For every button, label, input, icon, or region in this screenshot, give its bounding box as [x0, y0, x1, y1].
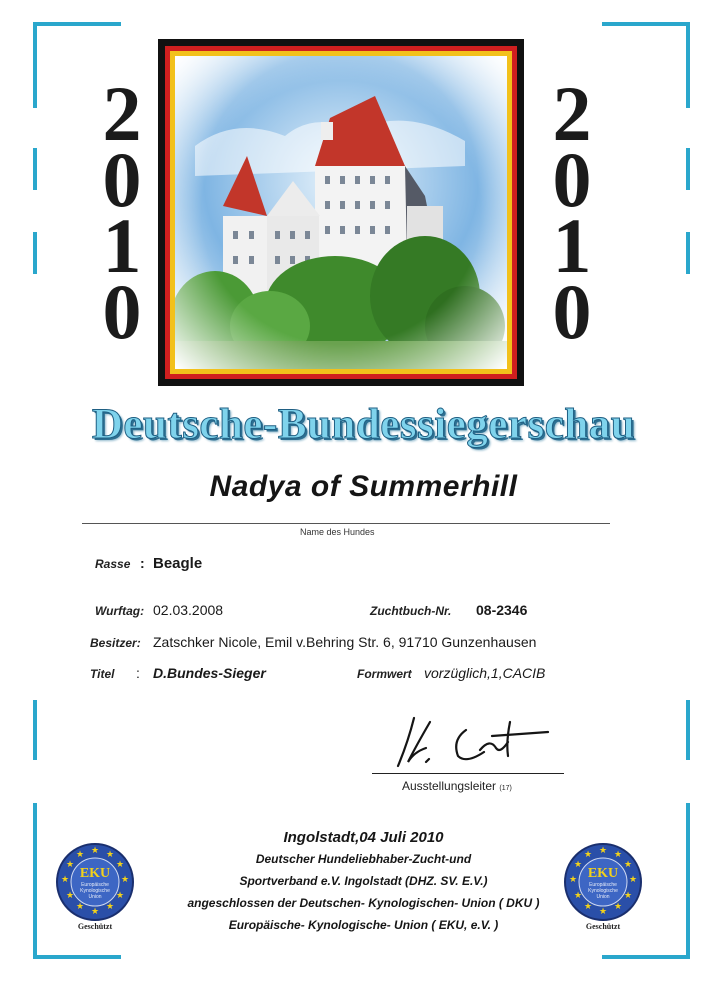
svg-text:★: ★ [623, 891, 633, 901]
formwert-value: vorzüglich,1,CACIB [424, 665, 546, 681]
titel-label: Titel [90, 667, 115, 681]
svg-text:★: ★ [75, 902, 85, 912]
eku-seal-right: ★ ★ ★ ★ ★ ★ ★ ★ ★ ★ ★ ★ EKU Europäische Kynologische Union Geschützt [563, 842, 645, 934]
eku-seal-left: ★ ★ ★ ★ ★ ★ ★ ★ ★ ★ ★ ★ EKU Europäische Kynologische Union Geschützt [55, 842, 137, 934]
dog-name: Nadya of Summerhill [209, 470, 518, 503]
svg-text:★: ★ [90, 846, 100, 856]
rasse-value: Beagle [153, 555, 203, 572]
zuchtbuch-label: Zuchtbuch-Nr. [370, 604, 452, 618]
svg-text:★: ★ [573, 891, 583, 901]
svg-text:★: ★ [115, 860, 125, 870]
svg-text:★: ★ [613, 850, 623, 860]
titel-separator: : [136, 665, 140, 681]
svg-text:★: ★ [65, 891, 75, 901]
rasse-label: Rasse [95, 557, 131, 571]
svg-text:★: ★ [115, 891, 125, 901]
place-date: Ingolstadt,04 Juli 2010 [283, 829, 444, 846]
castle-photo-frame [158, 39, 524, 386]
svg-text:★: ★ [65, 860, 75, 870]
zuchtbuch-value: 08-2346 [476, 602, 528, 618]
signature [380, 712, 560, 772]
svg-text:★: ★ [598, 846, 608, 856]
svg-text:★: ★ [583, 902, 593, 912]
svg-text:★: ★ [120, 875, 130, 885]
rasse-separator: : [140, 555, 145, 571]
event-title: Deutsche-Bundessiegerschau [91, 401, 636, 448]
svg-text:★: ★ [105, 902, 115, 912]
formwert-label: Formwert [357, 667, 412, 681]
year-right: 2 0 1 0 [552, 70, 592, 355]
year-left: 2 0 1 0 [102, 70, 142, 355]
club-line-3: angeschlossen der Deutschen- Kynologischen- Union ( DKU ) [187, 896, 540, 910]
castle-photo [175, 56, 507, 369]
dog-name-caption: Name des Hundes [300, 527, 375, 537]
club-line-2: Sportverband e.V. Ingolstadt (DHZ. SV. E.V.) [239, 874, 488, 888]
svg-text:★: ★ [628, 875, 638, 885]
wurftag-label: Wurftag: [95, 604, 145, 618]
besitzer-value: Zatschker Nicole, Emil v.Behring Str. 6, 91710 Gunzenhausen [153, 634, 537, 650]
svg-text:★: ★ [623, 860, 633, 870]
svg-text:★: ★ [568, 875, 578, 885]
svg-text:★: ★ [60, 875, 70, 885]
svg-text:★: ★ [573, 860, 583, 870]
besitzer-label: Besitzer: [90, 636, 141, 650]
club-line-4: Europäische- Kynologische- Union ( EKU, e.V. ) [228, 918, 499, 932]
svg-text:★: ★ [105, 850, 115, 860]
svg-text:★: ★ [90, 907, 100, 917]
svg-text:★: ★ [598, 907, 608, 917]
titel-value: D.Bundes-Sieger [153, 665, 266, 681]
club-line-1: Deutscher Hundeliebhaber-Zucht-und [255, 852, 472, 866]
svg-text:★: ★ [583, 850, 593, 860]
svg-text:★: ★ [75, 850, 85, 860]
signature-line [372, 773, 564, 774]
svg-text:★: ★ [613, 902, 623, 912]
dog-name-underline [82, 523, 610, 524]
wurftag-value: 02.03.2008 [153, 602, 224, 618]
signature-caption: Ausstellungsleiter (17) [402, 779, 512, 793]
